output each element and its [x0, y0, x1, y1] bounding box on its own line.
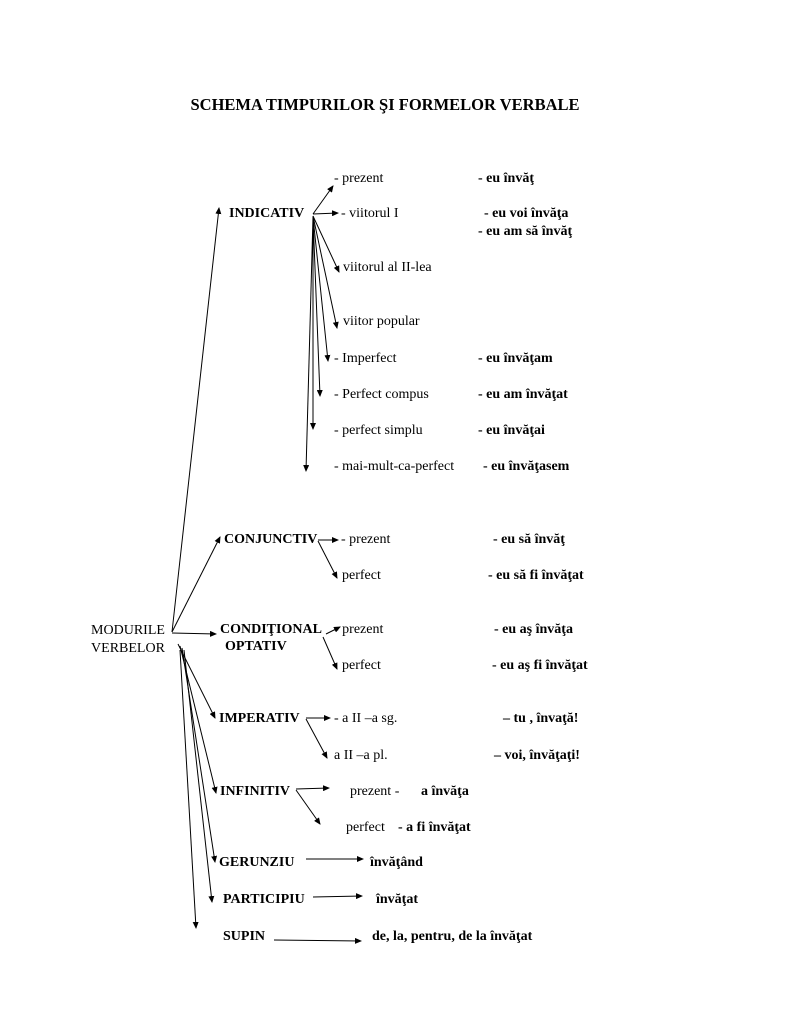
- tense-name: perfect: [346, 820, 385, 835]
- arrow-imperativ-pl: [306, 719, 327, 758]
- mood-imperativ: IMPERATIV: [219, 711, 300, 726]
- tense-name: a II –a pl.: [334, 748, 388, 763]
- mood-conjunctiv: CONJUNCTIV: [224, 532, 318, 547]
- arrow-indicativ-prezent: [313, 186, 333, 214]
- mood-supin: SUPIN: [223, 929, 266, 944]
- tense-example-alt: - eu am să învăţ: [478, 224, 573, 239]
- tense-name: perfect: [342, 658, 381, 673]
- form-example: învăţând: [370, 855, 423, 870]
- page-title: SCHEMA TIMPURILOR ŞI FORMELOR VERBALE: [190, 95, 580, 114]
- arrow-root-indicativ: [172, 208, 219, 632]
- arrow-indicativ-viitor2: [313, 216, 339, 272]
- tense-example: - eu aş învăţa: [494, 622, 573, 637]
- tense-name: - prezent: [334, 622, 384, 637]
- form-example: învăţat: [376, 892, 418, 907]
- arrow-root-conditional: [172, 633, 216, 634]
- mood-infinitiv: INFINITIV: [220, 784, 291, 799]
- arrow-root-supin: [180, 650, 196, 928]
- form-example: de, la, pentru, de la învăţat: [372, 929, 533, 944]
- tense-name: - prezent: [334, 171, 384, 186]
- tense-example: - eu să învăţ: [493, 532, 565, 547]
- tense-example: - eu învăţ: [478, 171, 534, 186]
- arrow-root-participiu: [184, 650, 212, 902]
- tense-example: - eu învăţam: [478, 351, 553, 366]
- arrow-indicativ-viitor1: [313, 213, 338, 214]
- root-node: [80, 622, 176, 658]
- tense-example: - eu aş fi învăţat: [492, 658, 588, 673]
- arrow-conditional-perfect: [323, 637, 337, 669]
- arrow-infinitiv-prezent: [296, 788, 329, 789]
- arrow-participiu: [313, 896, 362, 897]
- arrow-indicativ-mmcp: [306, 217, 313, 471]
- tense-example: – tu , învaţă!: [503, 711, 579, 726]
- tense-example: - eu am învăţat: [478, 387, 568, 402]
- tense-example: - eu învăţasem: [483, 459, 570, 474]
- tense-name: - mai-mult-ca-perfect: [334, 459, 455, 474]
- tense-name: - a II –a sg.: [334, 711, 398, 726]
- arrow-indicativ-imperfect: [313, 217, 328, 361]
- root-line-2: VERBELOR: [91, 641, 165, 656]
- mood-participiu: PARTICIPIU: [223, 892, 305, 907]
- tense-example: a învăţa: [421, 784, 469, 799]
- arrow-supin: [274, 940, 361, 941]
- tense-name: viitor popular: [343, 314, 420, 329]
- mood-optativ: OPTATIV: [225, 639, 287, 654]
- mood-indicativ: INDICATIV: [229, 206, 305, 221]
- arrow-infinitiv-perfect: [296, 790, 320, 824]
- tense-name: - Perfect compus: [334, 387, 429, 402]
- root-line-1: MODURILE: [91, 623, 165, 638]
- tense-example: - eu învăţai: [478, 423, 545, 438]
- tense-example: - a fi învăţat: [398, 820, 471, 835]
- tense-example: – voi, învăţaţi!: [494, 748, 580, 763]
- mood-conditional: CONDIŢIONAL: [220, 622, 322, 637]
- tense-name: - prezent: [341, 532, 391, 547]
- tense-name: perfect: [342, 568, 381, 583]
- tense-name: - perfect simplu: [334, 423, 423, 438]
- tense-name: - Imperfect: [334, 351, 397, 366]
- tense-example: - eu să fi învăţat: [488, 568, 584, 583]
- arrow-conjunctiv-perfect: [318, 541, 337, 578]
- mood-gerunziu: GERUNZIU: [219, 855, 295, 870]
- tense-name: prezent -: [350, 784, 400, 799]
- arrow-root-conjunctiv: [172, 537, 220, 632]
- tense-name: viitorul al II-lea: [343, 260, 432, 275]
- tense-name: - viitorul I: [341, 206, 399, 221]
- tense-example: - eu voi învăţa: [484, 206, 569, 221]
